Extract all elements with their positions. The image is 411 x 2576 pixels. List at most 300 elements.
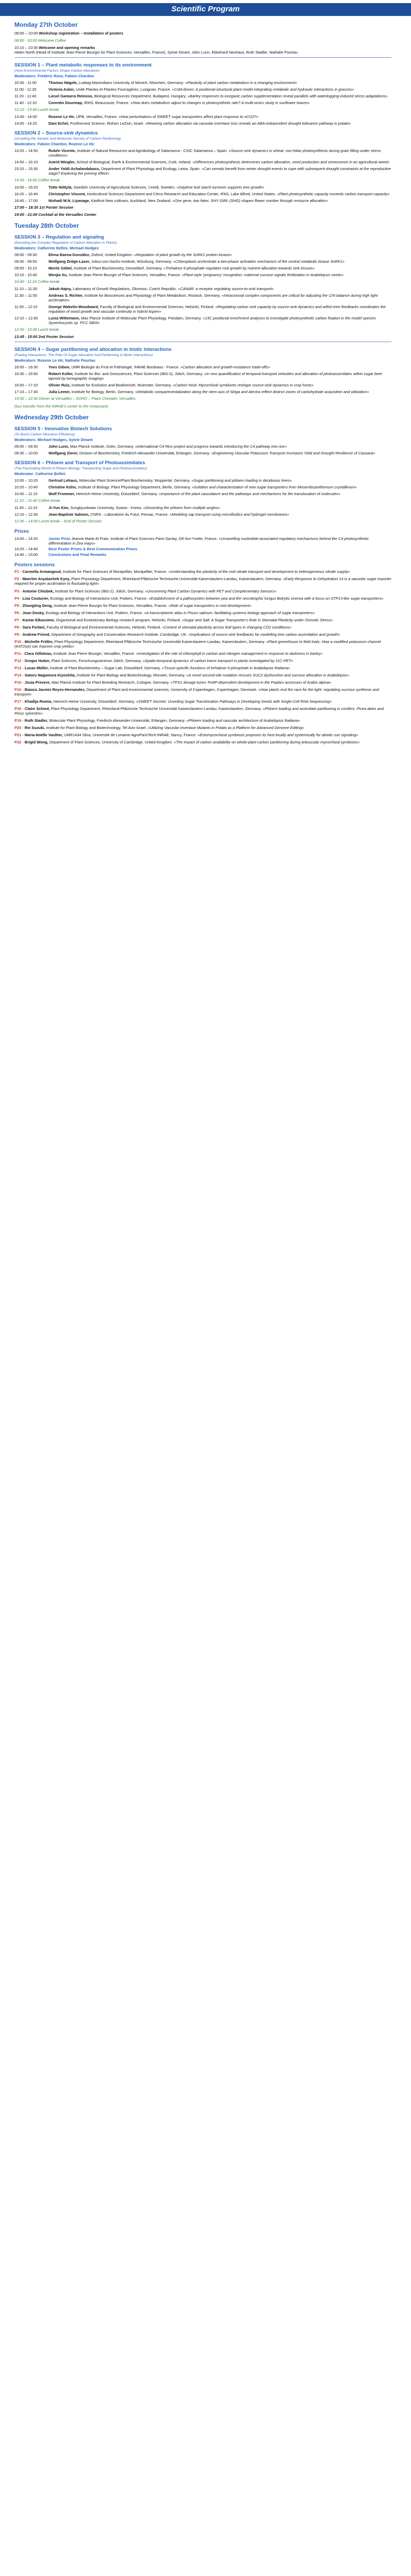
talk-content — [48, 266, 391, 270]
talk-title: Can cereals benefit from winter drought events to cope with subsequent drought constraints at the reproductive stage? Exploring the priming effect» — [48, 166, 391, 176]
talk-time: 14:00 - 14:20 — [14, 121, 37, 126]
poster-author: Clara Gilloteau, — [24, 651, 53, 656]
session2-moderators: Moderators: Fabien Chardon, Rozenn Le Hir — [14, 142, 94, 147]
talk-affiliation: IJPB, Versailles, France. « — [76, 114, 121, 120]
talk-content — [48, 94, 391, 98]
divider — [14, 57, 391, 58]
talk-speaker: Gertrud Lohaus, — [48, 478, 78, 483]
poster-id: P2 - — [14, 577, 22, 582]
talk-content — [48, 259, 391, 264]
poster-title: Sugar and Salt: A Sugar Transporter's Role in Stomatal Plasticity under Osmotic Stress» — [184, 617, 333, 622]
session2-talks — [14, 148, 391, 176]
poster-title: Tissue-specific functions of trehalose 6-phosphate in Arabidopsis thaliana» — [163, 665, 290, 670]
talk-speaker: Ander Yoldi-Achalandabaso, — [48, 166, 100, 172]
talk-speaker: Elena Baena-González, — [48, 252, 90, 257]
talk-time: 16:30 – 16:50 — [14, 371, 38, 377]
poster-title: Implications of source-sink feedbacks for modelling tree carbon assimilation and growth» — [190, 632, 340, 637]
poster-title: SWEET Secrets: Unveiling Sugar Translocation Pathways in Developing Seeds with Single-Cell RNA Sequencing» — [138, 699, 332, 704]
talk-affiliation: Horticultural Sciences Department and Citrus Research and Education Center, IFAS, Lake Alfred, United States. « — [87, 192, 280, 197]
poster-title: How plants end the race for the light: regulating sucrose synthesis and transport» — [14, 687, 380, 697]
talk-speaker: Wolfgang Dröge-Laser, — [48, 259, 90, 264]
posters-title: Posters sessions — [14, 562, 55, 568]
poster-id: P14 - — [14, 672, 24, 677]
talk-item — [14, 293, 391, 302]
talk-affiliation: Max Planck Institute of Molecular Plant Physiology, Potsdam, Germany. « — [81, 316, 205, 321]
poster-item — [14, 618, 391, 622]
talk-item — [14, 478, 391, 483]
prize-item — [14, 547, 391, 551]
talk-content — [48, 286, 391, 291]
talk-affiliation: Institute of Biology: Plant Physiology Department, Berlin, Germany. « — [78, 484, 194, 489]
bus-transfer: (bus transfer from the INRAE's center to the restaurant) — [14, 404, 108, 409]
day1-title: Monday 27th October — [14, 21, 78, 29]
talk-affiliation: Faculty of Biological and Environmental Sciences, Helsinki, Finland. « — [100, 304, 218, 310]
prizes-list — [14, 536, 391, 557]
talk-time: 10:10 - 10:40 — [14, 273, 37, 277]
talk-affiliation: Julius-von-Sachs-Institute, Würzburg, Germany. « — [91, 259, 175, 264]
talk-time: 09:30 - 09:50 — [14, 259, 37, 264]
talk-affiliation: Oxford, United Kingdom. « — [91, 252, 137, 257]
talk-time: 10:30 - 11:00 — [14, 80, 37, 85]
talk-content — [48, 192, 391, 196]
talk-time: 15:10 – 15:30 — [14, 166, 38, 172]
talk-title: How perturbations of SWEET sugar transporters affect plant response to eCO2?» — [121, 114, 259, 120]
talk-title: International C4 Rice project and progress towards introducing the C4 pathway into rice» — [137, 444, 287, 449]
poster-item — [14, 699, 391, 704]
talk-speaker: Rubén Vicente, — [48, 148, 76, 154]
talk-speaker: Jakub Hajny, — [48, 286, 72, 292]
talk-title: Modeling sap transport using microfluidics and hydrogel membranes» — [172, 512, 289, 517]
prize-title: Junior Prize — [48, 536, 71, 541]
talk-title: 13C positional enrichment analyses to investigate photosynthetic carbon fixation in the model species Synechocystis sp. PCC 6803» — [48, 316, 376, 326]
poster-affiliation: Organismal and Evolutionary Biology research program, Helsinki, Finland. « — [56, 617, 184, 622]
session5-subtitle: (To Boost Carbon Allocation Efficiency) — [14, 432, 75, 436]
talk-title: Metabolic compartmentalization along the stem axis of Striga and Alectra reflect distinct zones of carbohydrate acquisition and utilization» — [137, 389, 369, 395]
poster-author: Carmella Armangeud, — [22, 569, 62, 574]
talk-item — [14, 266, 391, 270]
talk-affiliation: Biological Resources Department, Budapest, Hungary; « — [94, 94, 190, 98]
poster-author: Sara Forlani, — [22, 624, 46, 630]
talk-title: Plasticity of plant carbon metabolism in a changing environment» — [187, 80, 297, 85]
session3-lunch: 12:30 - 13:45 Lunch break — [14, 327, 59, 332]
session6-lunch: 12:30 – 14:00 Lunch break – End of Poster Session — [14, 519, 102, 524]
poster-title: Phloem loading and vascular architecture of Arabidopsis thaliana» — [188, 718, 300, 723]
session6-title: SESSION 6 – Phloem and Transport of Photoassimilates — [14, 460, 145, 466]
talk-content — [48, 485, 391, 489]
poster-id: P11 - — [14, 651, 24, 656]
prize-title: Best Poster Prizes & Best Communication Prizes — [48, 546, 138, 551]
poster-affiliation: Institute for Plant Biology and Biotechnology, Tel Aviv Israel. « — [46, 725, 150, 731]
session1-title: SESSION 1 – Plant metabolic responses to its environment — [14, 62, 152, 69]
poster-affiliation: Institute for Plant Sciences (IBG-2), Jülich, Germany. « — [55, 588, 147, 594]
talk-title: Intracoronal complex components are critical for adjusting the C/N balance during high light acclimation» — [48, 293, 378, 303]
poster-author: Satoru Nagamura Kiyoshita, — [24, 672, 76, 677]
talk-title: Isolation and characterization of new sugar transporters from Mesembryanthemum crystallinum» — [194, 484, 357, 489]
talk-title: Regulating carbon sink capacity by source-sink dynamics and within-tree feedbacks coordinates the regulation of wood growth and vascular continuity in hybrid Aspen» — [48, 304, 386, 314]
day2-title: Tuesday 28th October — [14, 222, 79, 230]
session3-moderators: Moderators: Catherine Bellini, Michael Hodges — [14, 245, 99, 250]
talk-time: 14:50 – 15:10 — [14, 160, 38, 165]
talk-item — [14, 87, 391, 92]
talk-item — [14, 148, 391, 158]
talk-title: Carbon heist: Mycorrhizal symbionts reshape source-sink dynamics in crop hosts» — [175, 383, 314, 388]
talk-item — [14, 371, 391, 381]
prize-time: 14:00 – 14:20 — [14, 536, 38, 541]
talk-content — [48, 492, 391, 496]
talk-affiliation: Unité Plantes et Plantes Fourragères, Lusignan, France. « — [76, 87, 174, 92]
poster-author: Lisa Couturier, — [22, 596, 50, 601]
poster-id: P7 - — [14, 617, 22, 622]
talk-time: 12:10 – 12:30 — [14, 316, 38, 321]
poster-author: Antonie Chlubek, — [22, 588, 54, 594]
talk-affiliation: CNRS - Laboratoire du Futur, Pessac, France. « — [90, 512, 172, 517]
poster-title: Ectomycorrhizal symbiosis proposes its host locally and systemically for abiotic cue signaling» — [200, 733, 358, 738]
poster-id: P3 - — [14, 588, 22, 594]
talk-title: In vivo quantification of temporal transport velocities and allocation of photoassimilates within sugar beet taproot by tomographic imaging» — [48, 371, 382, 381]
talk-time: 09:30 – 10:00 — [14, 451, 38, 455]
prize-item — [14, 536, 391, 546]
talk-content — [48, 185, 391, 190]
poster-id: P17 - — [14, 699, 24, 704]
talk-content — [48, 512, 391, 517]
poster-affiliation: Heinrich-Heine University, Düsseldorf, Germany. « — [53, 699, 139, 704]
talk-time: 11:30 – 11:50 — [14, 293, 38, 298]
talk-item — [14, 512, 391, 517]
talk-affiliation: Institute for Biosciences and Physiology of Plant Metabolism, Rostock, Germany. « — [84, 293, 224, 298]
talk-content — [48, 100, 391, 105]
poster-title: Plant greenhouse to field trials: How a modified potassium channel (KAT2sw) can improve crop yields» — [14, 639, 381, 649]
talk-content — [48, 114, 391, 119]
poster-author: Maria-Noëlle Vaultier, — [24, 733, 63, 738]
session4-talks — [14, 365, 391, 394]
talk-title: Trehalose 6-phosphate regulates root growth by nutrient allocation towards sink tissues» — [166, 265, 315, 270]
prize-talk: Unravelling nucleotide-associated regulatory mechanisms behind the C4 photosynthetic differentiation in Zea mays» — [48, 536, 369, 546]
talk-speaker: Moritz Göbel, — [48, 265, 73, 270]
talk-title: Differences photosynthesis determines carbon allocation, seed production and senescence in an agricultural weed» — [194, 160, 390, 165]
session2-subtitle: (Unveiling the Genetic and Molecular Secrets of Carbon Partitioning) — [14, 137, 121, 141]
talk-speaker: Dani Echel, — [48, 121, 69, 126]
poster-author: Andrew Friend, — [22, 632, 51, 637]
talk-item — [14, 286, 391, 291]
talk-item — [14, 198, 391, 203]
welcome-time: 10:10 – 10:30 — [14, 45, 38, 50]
poster-title: Utilizing Vacuolar Invertase Mutants in Potato as a Platform for Advanced Genome Editing» — [150, 725, 304, 731]
poster-title: Understanding the plasticity of the root nitrate transport and development to heterogeneous nitrate supply» — [170, 569, 350, 574]
talk-time: 16:20 – 16:40 — [14, 192, 38, 197]
poster-session-1: 17:00 – 18:30 1st Poster Session — [14, 205, 74, 210]
session6-coffee: 11:10 – 11:40 Coffee break — [14, 498, 60, 503]
talk-title: Plant-style 'pregnancy' recognition: maternal sucrose signals fertilization in Arabidopsis seeds» — [184, 273, 344, 277]
talk-affiliation: Institute of Natural Resources and Agrobiology of Salamanca - CSIC Salamanca – Spain. « — [77, 148, 231, 154]
talk-item — [14, 80, 391, 85]
talk-time: 11:40 - 12:10 — [14, 100, 37, 106]
talk-affiliation: Institute for Bio- and Geosciences, Plant Sciences (IBG-2), Jülich, Germany. « — [74, 371, 206, 377]
session3-talks-2 — [14, 286, 391, 325]
talk-affiliation: UMR Biologie du Fruit et Pathologie, INRAE Bordeaux - France. « — [71, 365, 183, 370]
talk-speaker: Jean-Baptiste Salmon, — [48, 512, 90, 517]
poster-item — [14, 603, 391, 608]
talk-content — [48, 252, 391, 257]
poster-affiliation: Institute for Plant Biology and Biotechnology, Münster, Germany. « — [76, 672, 189, 677]
talk-speaker: Victoria Asker, — [48, 87, 75, 92]
session5-moderators: Moderators: Michael Hodges, Sylvie Dinant — [14, 437, 93, 442]
talk-content — [48, 365, 391, 369]
talk-content — [48, 444, 391, 449]
talk-content — [48, 451, 391, 455]
poster-item — [14, 687, 391, 697]
talk-affiliation: Ludwig-Maximilians University of Münich, München, Germany; « — [78, 80, 188, 85]
talk-speaker: Liesel Gamarra Reinoso, — [48, 94, 93, 98]
poster-affiliation: Institute Jean-Pierre Bourgin for Plant Sciences, Versailles, France. « — [54, 603, 171, 608]
poster-item — [14, 651, 391, 656]
poster-session-2: 13:45 - 15:00 2nd Poster Session — [14, 334, 74, 340]
talk-title: Engineering Vascular Potassium Transport Increases Yield and Drought Resilience of Cassava» — [213, 451, 375, 455]
talk-speaker: Totte Niittylä, — [48, 185, 73, 190]
talk-content — [48, 160, 391, 164]
talk-speaker: Christopher Vincent, — [48, 192, 86, 197]
poster-affiliation: Plant Sciences, Forschungszentrum Jülich, Germany. « — [51, 658, 145, 663]
poster-affiliation: Plant Physiology Department, Rheinland-Pfälzische Technische Universität Kaiserslautern-Landau, Kaiserslautern, Germany. « — [54, 639, 269, 644]
talk-item — [14, 485, 391, 489]
program-page — [0, 0, 411, 756]
poster-title: Spatio-temporal dynamics of carbon tracer transport in plants investigated by 11C-PET» — [144, 658, 293, 663]
talk-title: Plant photosynthetic capacity exceeds carbon transport capacity» — [279, 192, 390, 197]
talk-title: How does metabolism adjust to changes in photosynthetic rate? A multi-omics study in sunflower leaves» — [133, 100, 310, 106]
session1-lunch: 12:10 - 13:40 Lunch break — [14, 107, 59, 112]
talk-time: 10:40 – 11:10 — [14, 491, 38, 496]
talk-speaker: Wolf Frommer, — [48, 491, 75, 496]
talk-item — [14, 121, 391, 126]
talk-item — [14, 389, 391, 394]
session3-title: SESSION 3 – Regulation and signaling — [14, 234, 104, 241]
prize-item — [14, 552, 391, 557]
prize-title: Conclusions and Final Remarks — [48, 552, 107, 557]
session4-moderators: Moderators: Rozenn Le Hir, Nathalie Pourtau — [14, 358, 95, 363]
poster-affiliation: Department of Geography and Conservation Research Institute, Cambridge, UK. « — [51, 632, 191, 637]
talk-affiliation: Institute for Biology, Berlin, Germany. « — [71, 389, 138, 395]
talk-content — [48, 505, 391, 510]
poster-item — [14, 680, 391, 685]
talk-affiliation: Swedish University of Agricultural Sciences, Umeå, Sweden. « — [73, 185, 179, 190]
talk-content — [48, 273, 391, 277]
talk-speaker: Corentin Dourmap, — [48, 100, 83, 106]
session6-moderators: Moderator: Catherine Bellini — [14, 471, 65, 476]
talk-time: 16:40 – 17:00 — [14, 198, 38, 204]
talk-content — [48, 389, 391, 394]
welcome-entry — [14, 45, 391, 55]
poster-title: Early-Response to Dehydration 14 is a vacuolar sugar importer required for proper acclimation to fluctuating light» — [14, 577, 391, 586]
poster-affiliation: Max Planck Institute for Plant Breeding Research, Cologne, Germany. « — [51, 680, 173, 685]
talk-content — [48, 304, 391, 314]
poster-id: P10 - — [14, 639, 24, 644]
talk-affiliation: Department of Plant Physiology and Ecology, Leioa, Spain. « — [101, 166, 204, 172]
poster-id: P5 - — [14, 603, 22, 608]
talk-title: Barley responses to inorganic carbon supplementation reveal parallels with waterlogging-induced stress adaptations» — [190, 94, 388, 98]
poster-title: Control of stomatal plasticity across leaf types in changing CO2 conditions» — [164, 624, 291, 630]
prize-time: 14:40 – 15:00 — [14, 552, 38, 557]
talk-item — [14, 451, 391, 455]
talk-time: 10:20 – 10:40 — [14, 484, 38, 489]
poster-author: Zhongting Deng, — [22, 603, 53, 608]
talk-title: Daytime leaf starch turnover supports tree growth» — [178, 185, 265, 190]
talk-affiliation: Posthorvest Science, Rishon LeZion, Israel. « — [70, 121, 147, 126]
welcome-coffee: 08:00 - 10:00 Welcome Coffee — [14, 38, 67, 43]
poster-affiliation: Institute of Plant Biochemistry – Sugar Lab, Düsseldorf, Germany. « — [50, 665, 164, 670]
poster-id: P1 - — [14, 569, 22, 574]
talk-affiliation: Division of Biochemistry, Friedrich-Alexander-Universität, Erlangen, Germany. « — [79, 451, 213, 455]
session4-subtitle: (Fueling Interactions: The Role Of Sugar Allocation And Partitioning In Biotic Interactions) — [14, 353, 153, 357]
talk-content — [48, 80, 391, 85]
talk-affiliation: Institute for Evolution and Biodiversité, Muenster, Germany. « — [71, 383, 175, 388]
talk-item — [14, 365, 391, 369]
session1-moderators: Moderators: Frédéric Rose, Fabien Chardon — [14, 73, 94, 78]
poster-id: P12 - — [14, 658, 24, 663]
talk-speaker: Olivier Ruiz, — [48, 383, 71, 388]
session6-talks-2 — [14, 505, 391, 517]
talk-speaker: Robert Koller, — [48, 371, 74, 377]
poster-id: P9 - — [14, 632, 22, 637]
poster-affiliation: UMR1434 Silva, Université de Lorraine-AgroParisTech-INRAE, Nancy, France. « — [64, 733, 200, 738]
talk-speaker: John Lunn, — [48, 444, 69, 449]
session1-talks-2 — [14, 114, 391, 126]
page-title: Scientific Program — [0, 3, 411, 16]
poster-item — [14, 706, 391, 716]
poster-id: P15 - — [14, 680, 24, 685]
talk-affiliation: Laboratory of Growth Regulations, Olomouc, Czech Republic. « — [73, 286, 180, 292]
poster-id: P16 - — [14, 687, 24, 692]
poster-affiliation: Ecology and Biology of Interactions Unit, Poitiers, France. « — [50, 596, 151, 601]
talk-title: Regulation of plant growth by the SnRK1 protein kinase» — [136, 252, 232, 257]
talk-item — [14, 166, 391, 176]
registration-title: Workshop registration – Installation of posters — [39, 30, 123, 36]
poster-item — [14, 639, 391, 649]
talk-title: Rewiring carbon allocation via vacuolar invertase loss reveals an ABA-independent drought tolerance pathway in potato» — [147, 121, 351, 126]
poster-author: Brigid Wong, — [24, 740, 48, 745]
talk-item — [14, 259, 391, 264]
talk-speaker: Thomas Nägele, — [48, 80, 78, 85]
talk-time: 09:00 - 09:30 — [14, 252, 37, 257]
talk-speaker: Christine Kühn, — [48, 484, 77, 489]
talk-affiliation: Heinrich-Heine University, Düsseldorf, Germany. « — [76, 491, 161, 496]
talk-speaker: Julia Lemer, — [48, 389, 71, 395]
talk-item — [14, 185, 391, 190]
poster-affiliation: Institute Jean Pierre Bourgin, Versailles, France. « — [53, 651, 138, 656]
talk-speaker: Yves Gibon, — [48, 365, 71, 370]
registration-entry — [14, 31, 391, 36]
poster-author: Rei Suzuki, — [24, 725, 45, 731]
talk-time: 11:00 - 11:20 — [14, 87, 37, 92]
session2-coffee: 15:30 - 16:00 Coffee break — [14, 178, 60, 183]
poster-author: Lucas Müller, — [24, 665, 49, 670]
talk-time: 16:00 – 16:20 — [14, 185, 38, 190]
poster-author: Michelle Fröller, — [24, 639, 54, 644]
poster-author: Ruth Stadler, — [24, 718, 48, 723]
talk-content — [48, 198, 391, 203]
poster-id: P13 - — [14, 665, 24, 670]
talk-time: 11:20 - 11:40 — [14, 94, 37, 98]
poster-author: Khadija Romio, — [24, 699, 53, 704]
poster-item — [14, 666, 391, 670]
poster-author: Joan Dosky, — [22, 610, 45, 615]
poster-title: A novel second-site mutation rescues SUC2 dysfunction and sucrose allocation in Arabidopsis» — [188, 672, 350, 677]
talk-title: Sugar partitioning and phloem loading in deciduous trees» — [193, 478, 292, 483]
poster-item — [14, 658, 391, 663]
talk-content — [48, 148, 391, 158]
talk-content — [48, 293, 391, 302]
poster-item — [14, 577, 391, 586]
talk-speaker: Andreas S. Richter, — [48, 293, 84, 298]
talk-content — [48, 121, 391, 126]
welcome-detail: Helen North (Head of Institute Jean-Pierre Bourgin for Plant Sciences, Versailles, France), Sylvie Dinant, John Lunn, Ekkehard Neuhaus, Ruth Stadler, Nathalie Pourtau — [14, 50, 298, 55]
talk-time: 09:50 - 10:10 — [14, 265, 37, 270]
poster-item — [14, 733, 391, 737]
talk-item — [14, 100, 391, 105]
session1-talks — [14, 80, 391, 105]
poster-affiliation: Department of Plant and environmental sciences, University of Copenhagen, Copenhagen, Denmark. « — [86, 687, 260, 692]
poster-item — [14, 569, 391, 574]
session3-coffee: 10:40 - 11:10 Coffee break — [14, 279, 60, 284]
poster-title: A transcriptomic atlas in Pisum sativum, facilitating systems biology approach of sugar transporters» — [146, 610, 315, 615]
poster-id: P8 - — [14, 624, 22, 630]
poster-author: Maeriim Anyatashek Kyey, — [22, 577, 71, 582]
prize-content — [48, 552, 106, 557]
session1-subtitle: (How Environmental Factors Shape Carbon Allocation) — [14, 69, 100, 73]
prize-content — [48, 547, 137, 551]
talk-item — [14, 304, 391, 314]
poster-id: P19 - — [14, 718, 24, 723]
talk-time: 11:50 – 12:10 — [14, 304, 38, 310]
poster-id: P18 - — [14, 706, 24, 711]
registration-time: 08:00 – 10:00 — [14, 30, 38, 36]
talk-item — [14, 505, 391, 510]
poster-affiliation: Molecular Plant Physiology, Friedrich-Alexander-Universität, Erlangen, Germany. « — [49, 718, 189, 723]
talk-item — [14, 192, 391, 196]
talk-speaker: Ji-Yun Kim, — [48, 505, 70, 511]
talk-affiliation: Molecular Plant Science/Plant Biochemistry, Wuppertal, Germany. « — [79, 478, 194, 483]
session2-title: SESSION 2 – Source-sink dynamics — [14, 130, 98, 137]
poster-item — [14, 625, 391, 630]
poster-item — [14, 718, 391, 723]
talk-speaker: Nishadi M.N. Liyanage, — [48, 198, 90, 204]
talk-time: 11:10 – 11:30 — [14, 286, 38, 292]
poster-author: Kaviar Elkassime, — [22, 617, 55, 622]
talk-item — [14, 94, 391, 98]
talk-affiliation: School of Biological, Earth & Environmental Sciences, Cork, Ireland. « — [76, 160, 195, 165]
poster-title: Phloem loading and assimilate partitioning in conifers: Picea abies and Pinus sylvestris» — [14, 706, 384, 716]
session2-talks-2 — [14, 185, 391, 203]
poster-affiliation: Ecology and Biology of Interactions Unit, Poitiers, France. « — [45, 610, 146, 615]
poster-item — [14, 632, 391, 637]
day3-title: Wednesday 29th October — [14, 414, 89, 421]
talk-affiliation: Kiwifruit New cultivars, Auckland, New Zealand. « — [91, 198, 175, 204]
session3-subtitle: (Decoding the Complex Regulation of Carbon Allocation in Plants) — [14, 241, 117, 245]
talk-time: 11:40 – 12:10 — [14, 505, 38, 511]
talk-speaker: George Wakelin-Woodward, — [48, 304, 99, 310]
poster-title: The impact of carbon availability on whole-plant carbon partitioning during arbuscular mycorrhizal symbiosis» — [176, 740, 360, 745]
talk-title: Chloroplasts orchestrate a two-phasic activation mechanism of the central metabolic kinase SnRK1» — [175, 259, 344, 264]
posters-list — [14, 569, 391, 744]
prize-content — [48, 536, 391, 546]
prizes-title: Prizes — [14, 529, 29, 535]
poster-id: P22 - — [14, 740, 24, 745]
talk-speaker: Rozenn Le Hir, — [48, 114, 75, 120]
talk-title: Importance of the plant vasculature and the pathways and mechanisms for the translocation of molecules» — [161, 491, 341, 496]
talk-affiliation: IRHS, Beaucouze, France. « — [84, 100, 133, 106]
poster-title: Investigation of the role of chlorophyll in carbon and nitrogen management in response to darkness in barley» — [138, 651, 323, 656]
talk-title: Dissecting the phloem from multiple angles» — [145, 505, 220, 511]
poster-item — [14, 596, 391, 601]
poster-author: Gregor Huber, — [24, 658, 51, 663]
